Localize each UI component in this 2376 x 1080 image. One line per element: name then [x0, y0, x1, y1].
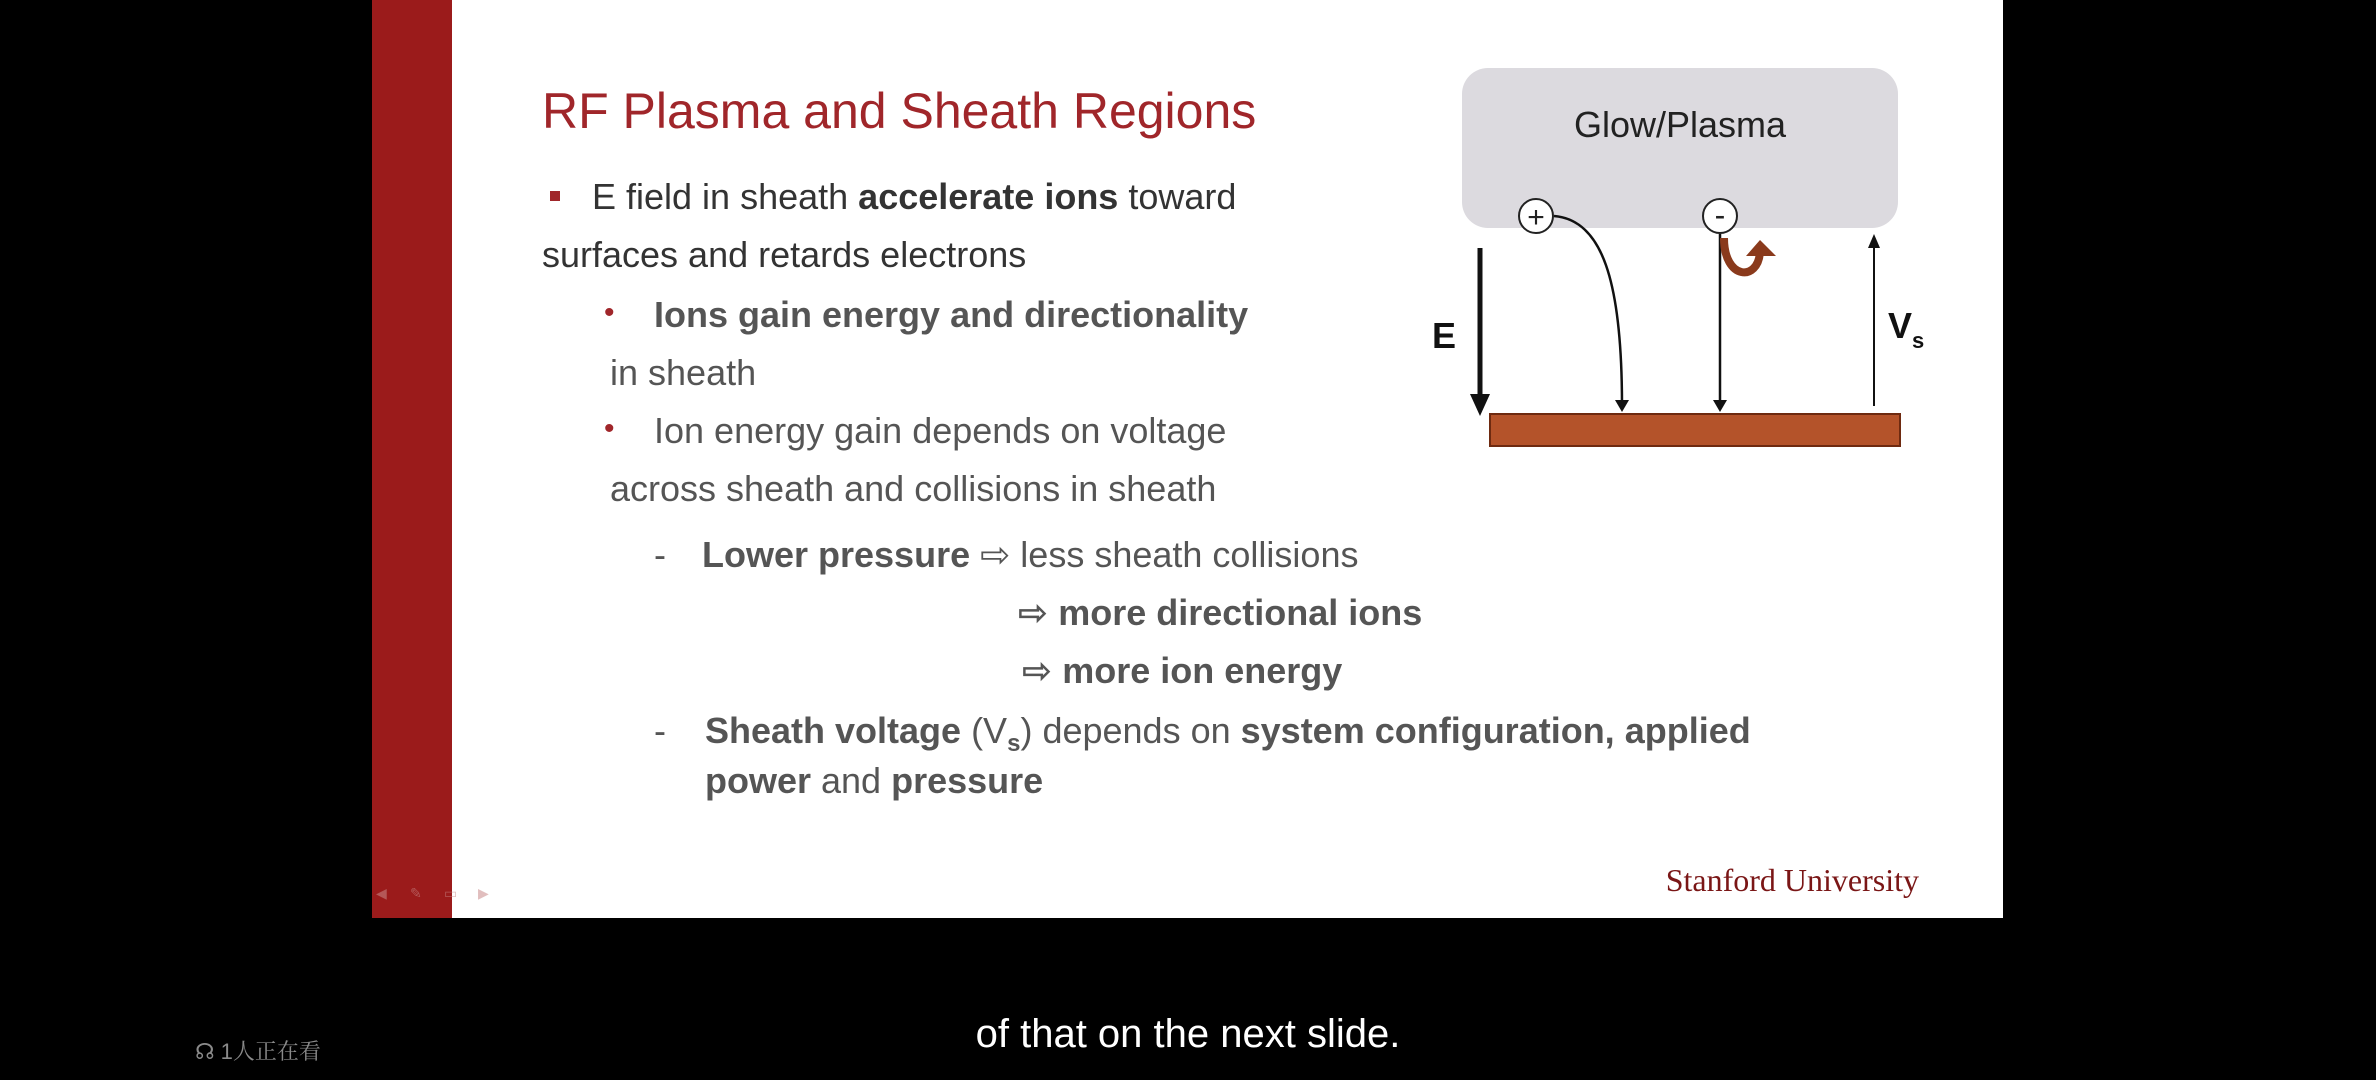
- slide-title: RF Plasma and Sheath Regions: [542, 83, 1257, 139]
- electron-sign: -: [1714, 197, 1726, 233]
- video-caption: of that on the next slide.: [975, 1012, 1401, 1056]
- dash-2-line-1: Sheath voltage $(V_s)$ depends on system configuration, applied: [705, 710, 1751, 757]
- square-bullet-icon: [550, 191, 560, 201]
- dash-1-line-1: Lower pressure ⇨ less sheath collisions: [702, 534, 1359, 575]
- bullet-1-line-2: surfaces and retards electrons: [542, 234, 1027, 275]
- dot-bullet-icon: •: [604, 296, 615, 329]
- voltage-label: $V_s$: [1888, 305, 1925, 353]
- plasma-label: Glow/Plasma: [1573, 104, 1787, 145]
- ion-arrowhead: [1615, 400, 1629, 412]
- sub-bullet-2-line-1: Ion energy gain depends on voltage: [654, 410, 1227, 451]
- diagram-graphics: [1432, 60, 2002, 480]
- ion-sign: +: [1527, 201, 1545, 234]
- sub-bullet-1-line-2: in sheath: [610, 352, 757, 393]
- field-label: E: [1432, 315, 1457, 356]
- dash-2-line-2: power and pressure: [705, 760, 1044, 801]
- sheath-diagram: [1432, 60, 2002, 480]
- electrode-plate: [1490, 414, 1900, 446]
- presentation-slide: [372, 0, 2003, 918]
- arrow-left-icon[interactable]: ◀: [376, 885, 387, 901]
- reflected-arrowhead: [1746, 240, 1776, 256]
- dash-marker: -: [654, 534, 666, 575]
- dash-marker: -: [654, 710, 666, 751]
- dash-1-line-3: ⇨ more ion energy: [1022, 650, 1343, 691]
- voltage-arrowhead: [1868, 234, 1880, 248]
- university-footer: Stanford University: [1665, 862, 1919, 898]
- field-arrowhead: [1470, 394, 1490, 416]
- arrow-right-outline-icon: ⇨: [980, 534, 1011, 575]
- pen-icon[interactable]: ✎: [410, 885, 422, 901]
- arrow-right-outline-icon: ⇨: [1018, 592, 1049, 633]
- slide-menu-icon[interactable]: ▭: [444, 885, 458, 901]
- people-icon: ☊: [195, 1039, 215, 1064]
- arrow-right-outline-icon: ⇨: [1022, 650, 1053, 691]
- electron-arrowhead: [1713, 400, 1727, 412]
- sub-bullet-1-line-1: Ions gain energy and directionality: [654, 294, 1249, 335]
- dot-bullet-icon: •: [604, 412, 615, 445]
- viewer-count: ☊ 1人正在看: [195, 1039, 321, 1064]
- slide-side-bar: [372, 0, 452, 918]
- sub-bullet-2-line-2: across sheath and collisions in sheath: [610, 468, 1217, 509]
- dash-1-line-2: ⇨ more directional ions: [1018, 592, 1423, 633]
- bullet-1-line-1: E field in sheath accelerate ions toward: [592, 176, 1237, 217]
- arrow-right-icon[interactable]: ▶: [478, 885, 489, 901]
- ion-path: [1554, 216, 1622, 406]
- slide-toolbar: [376, 886, 498, 900]
